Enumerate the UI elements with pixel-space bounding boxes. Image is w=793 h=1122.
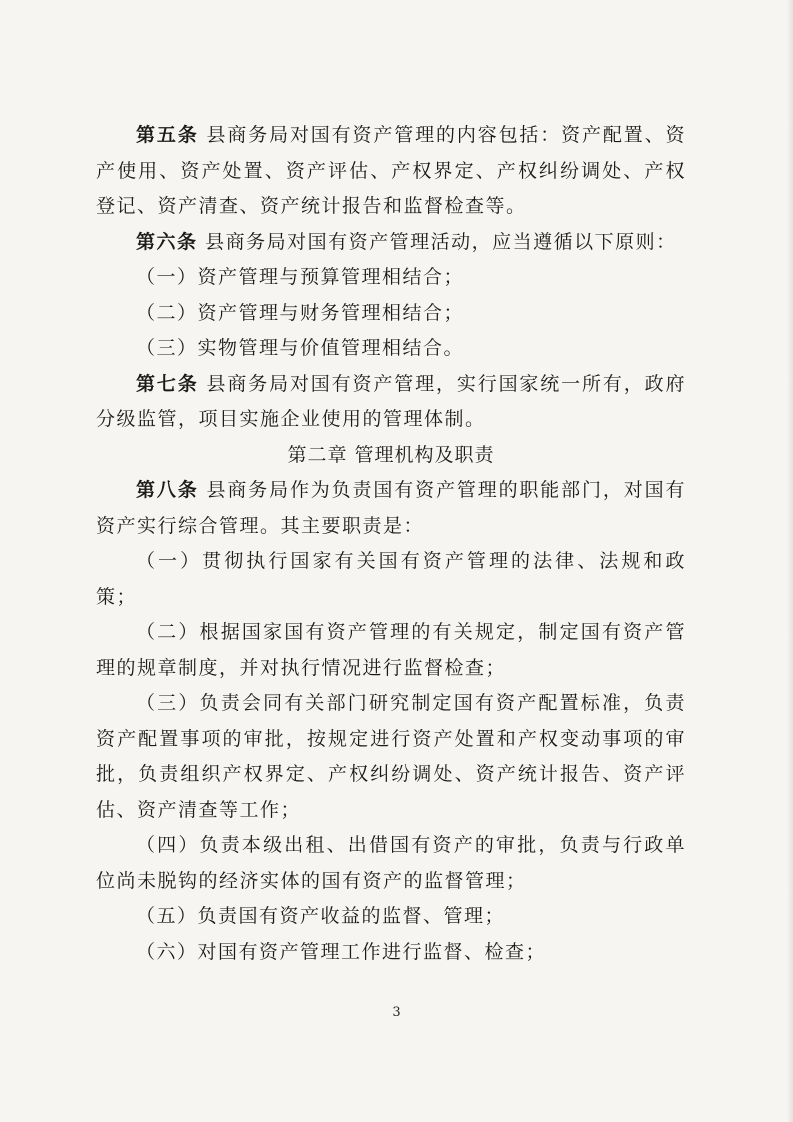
article-7 (96, 367, 686, 438)
article-5-text: 县商务局对国有资产管理的内容包括：资产配置、资产使用、资产处置、资产评估、产权界定、产权纠纷调处、产权登记、资产清查、资产统计报告和监督检查等。 (96, 124, 686, 217)
duty-3: （三）负责会同有关部门研究制定国有资产配置标准，负责资产配置事项的审批，按规定进行资产处置和产权变动事项的审批，负责组织产权界定、产权纠纷调处、资产统计报告、资产评估、资产清查等工作； (96, 692, 686, 821)
article-8-lead: 第八条 (136, 479, 199, 501)
document-body (96, 118, 686, 970)
principle-2: （二）资产管理与财务管理相结合； (136, 301, 465, 324)
principle-3: （三）实物管理与价值管理相结合。 (136, 337, 465, 359)
article-5 (96, 118, 686, 225)
duty-1: （一）贯彻执行国家有关国有资产管理的法律、法规和政策； (96, 550, 686, 608)
duty-5: （五）负责国有资产收益的监督、管理； (136, 905, 506, 927)
duty-4: （四）负责本级出租、出借国有资产的审批，负责与行政单位尚未脱钩的经济实体的国有资产的监督管理； (96, 834, 686, 892)
article-8-text: 县商务局作为负责国有资产管理的职能部门，对国有资产实行综合管理。其主要职责是： (96, 479, 686, 537)
article-8 (96, 473, 686, 544)
article-7-text: 县商务局对国有资产管理，实行国家统一所有，政府分级监管，项目实施企业使用的管理体制。 (96, 372, 686, 430)
chapter-title: 第二章 管理机构及职责 (287, 443, 495, 466)
article-6 (96, 225, 686, 261)
article-6-text: 县商务局对国有资产管理活动，应当遵循以下原则： (205, 230, 677, 253)
page-edge-shadow (787, 0, 793, 1122)
duty-2: （二）根据国家国有资产管理的有关规定，制定国有资产管理的规章制度，并对执行情况进行监督检查； (96, 621, 686, 679)
article-6-lead: 第六条 (136, 230, 198, 253)
duty-6: （六）对国有资产管理工作进行监督、检查； (136, 940, 547, 963)
article-5-lead: 第五条 (136, 124, 199, 146)
page-number: 3 (392, 1005, 401, 1020)
principle-1: （一）资产管理与预算管理相结合； (136, 266, 465, 288)
article-7-lead: 第七条 (136, 372, 199, 395)
